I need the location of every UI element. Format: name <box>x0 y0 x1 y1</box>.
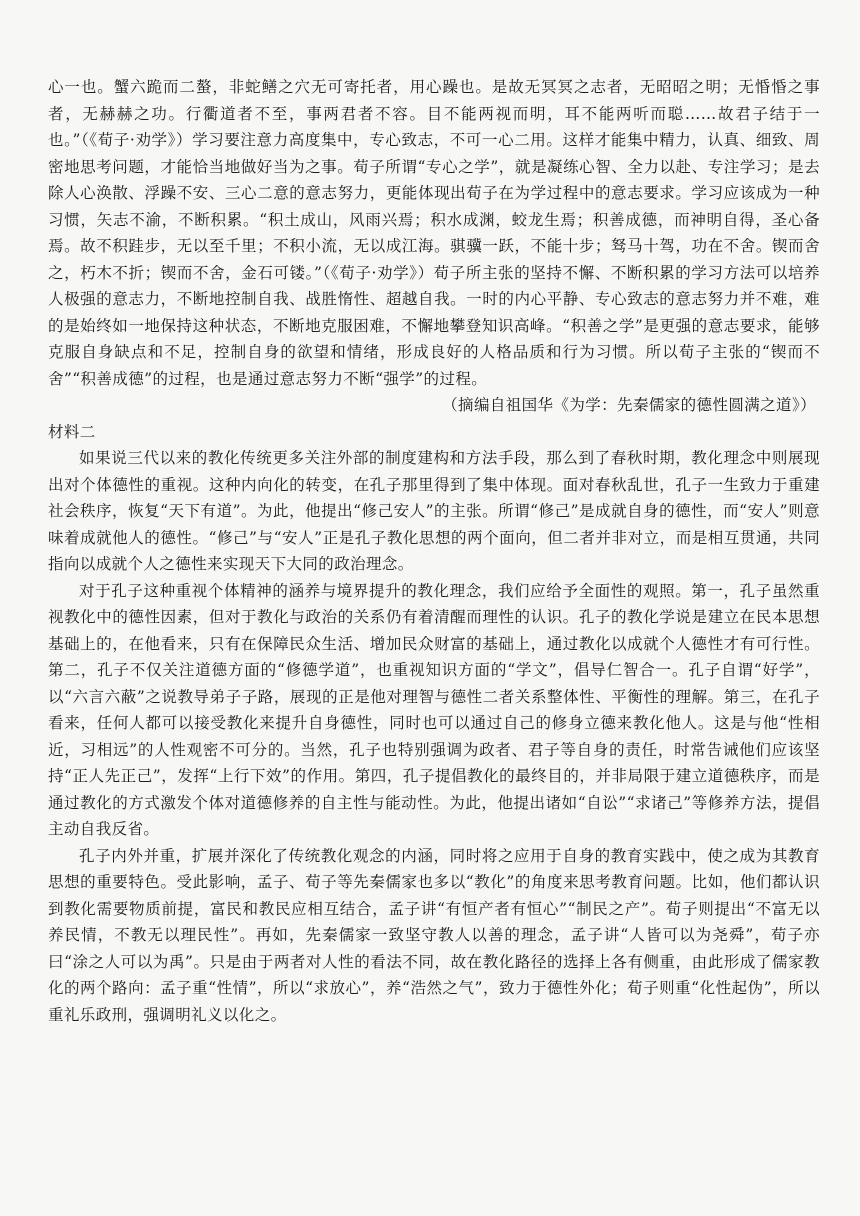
section-heading: 材料二 <box>48 422 96 441</box>
material-two-paragraph-1: 如果说三代以来的教化传统更多关注外部的制度建构和方法手段，那么到了春秋时期，教化理念中则展现出对个体德性的重视。这种内向化的转变，在孔子那里得到了集中体现。面对春秋乱世，孔子一生致力于重建社会秩序，恢复“天下有道”。为此，他提出“修己安人”的主张。所谓“修己”是成就自身的德性，而“安人”则意味着成就他人的德性。“修己”与“安人”正是孔子教化思想的两个面向，但二者并非对立，而是相互贯通，共同指向以成就个人之德性来实现天下大同的政治理念。 <box>48 449 820 573</box>
material-two-paragraph-2: 对于孔子这种重视个体精神的涵养与境界提升的教化理念，我们应给予全面性的观照。第一，孔子虽然重视教化中的德性因素，但对于教化与政治的关系仍有着清醒而理性的认识。孔子的教化学说是建立在民本思想基础上的，在他看来，只有在保障民众生活、增加民众财富的基础上，通过教化以成就个人德性才有可行性。第二，孔子不仅关注道德方面的“修德学道”，也重视知识方面的“学文”，倡导仁智合一。孔子自谓“好学”，以“六言六蔽”之说教导弟子子路，展现的正是他对理智与德性二者关系整体性、平衡性的理解。第三，在孔子看来，任何人都可以接受教化来提升自身德性，同时也可以通过自己的修身立德来教化他人。这是与他“性相近，习相远”的人性观密不可分的。当然，孔子也特别强调为政者、君子等自身的责任，时常告诫他们应该坚持“正人先正己”，发挥“上行下效”的作用。第四，孔子提倡教化的最终目的，并非局限于建立道德秩序，而是通过教化的方式激发个体对道德修养的自主性与能动性。为此，他提出诸如“自讼”“求诸己”等修养方法，提倡主动自我反省。 <box>48 581 820 838</box>
material-two-paragraph-3: 孔子内外并重，扩展并深化了传统教化观念的内涵，同时将之应用于自身的教育实践中，使之成为其教育思想的重要特色。受此影响，孟子、荀子等先秦儒家也多以“教化”的角度来思考教育问题。比如，他们都认识到教化需要物质前提，富民和教民应相互结合，孟子讲“有恒产者有恒心”“制民之产”。荀子则提出“不富无以养民情，不教无以理民性”。再如，先秦儒家一致坚守教人以善的理念，孟子讲“人皆可以为尧舜”，荀子亦曰“涂之人可以为禹”。只是由于两者对人性的看法不同，故在教化路径的选择上各有侧重，由此形成了儒家教化的两个路向：孟子重“性情”，所以“求放心”，养“浩然之气”，致力于德性外化；荀子则重“化性起伪”，所以重礼乐政刑，强调明礼义以化之。 <box>48 846 820 1024</box>
citation: （摘编自祖国华《为学：先秦儒家的德性圆满之道》） <box>442 396 816 414</box>
material-one-paragraph: 心一也。蟹六跪而二螯，非蛇鳝之穴无可寄托者，用心躁也。是故无冥冥之志者，无昭昭之明；无惛惛之事者，无赫赫之功。行衢道者不至，事两君者不容。目不能两视而明，耳不能两听而聪……故君子结于一也。”（《荀子·劝学》）学习要注意力高度集中，专心致志，不可一心二用。这样才能集中精力，认真、细致、周密地思考问题，才能恰当地做好当为之事。荀子所谓“专心之学”，就是凝练心智、全力以赴、专注学习；是去除人心涣散、浮躁不安、三心二意的意志努力，更能体现出荀子在为学过程中的意志要求。学习应该成为一种习惯，矢志不渝，不断积累。“积土成山，风雨兴焉；积水成渊，蛟龙生焉；积善成德，而神明自得，圣心备焉。故不积跬步，无以至千里；不积小流，无以成江海。骐骥一跃，不能十步；驽马十驾，功在不舍。锲而舍之，朽木不折；锲而不舍，金石可镂。”（《荀子·劝学》）荀子所主张的坚持不懈、不断积累的学习方法可以培养人极强的意志力，不断地控制自我、战胜惰性、超越自我。一时的内心平静、专心致志的意志努力并不难，难的是始终如一地保持这种状态，不断地克服困难，不懈地攀登知识高峰。“积善之学”是更强的意志要求，能够克服自身缺点和不足，控制自身的欲望和情绪，形成良好的人格品质和行为习惯。所以荀子主张的“锲而不舍”“积善成德”的过程，也是通过意志努力不断“强学”的过程。 <box>48 78 820 388</box>
